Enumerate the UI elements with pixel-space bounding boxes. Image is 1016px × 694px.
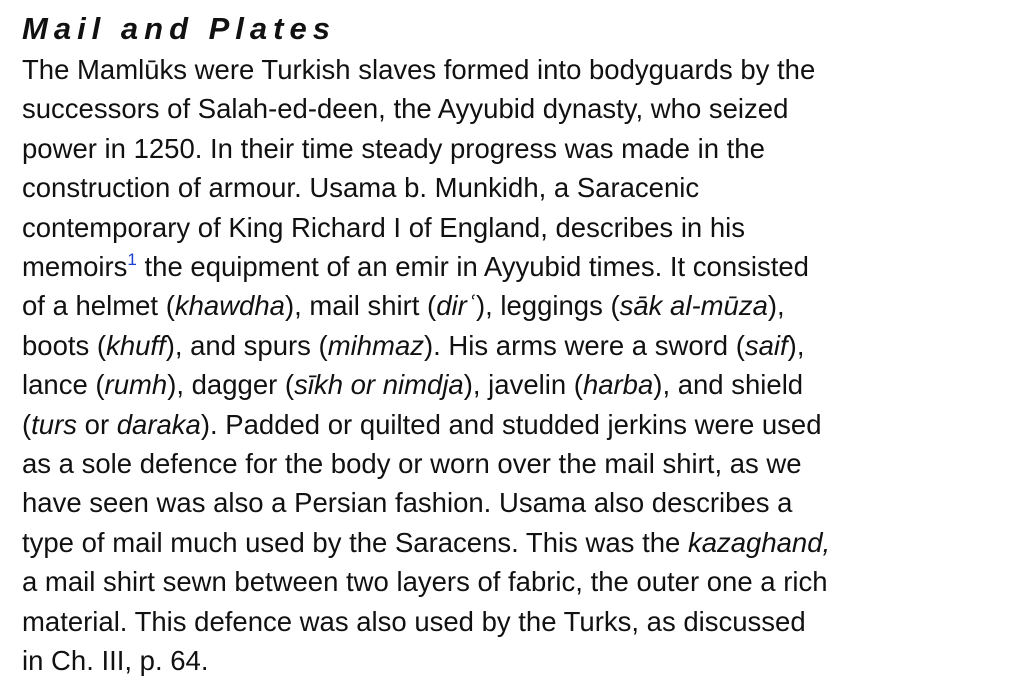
text-run: have seen was also a Persian fashion. Usama also describes a [22, 487, 793, 519]
text-line [22, 286, 1012, 325]
text-line [22, 326, 1012, 365]
text-line [22, 208, 1012, 247]
text-line [22, 365, 1012, 404]
section-heading: Mail and Plates [22, 11, 336, 46]
text-run: The Mamlūks were Turkish slaves formed into bodyguards by the [22, 54, 816, 85]
text-run: ). Padded or quilted and studded jerkins were used [200, 408, 822, 440]
text-line [22, 602, 1012, 641]
text-run: of a helmet ( [22, 290, 175, 322]
text-run: ), dagger ( [167, 369, 295, 401]
text-run: ( [22, 408, 32, 440]
text-line [22, 641, 1012, 680]
italic-term: daraka [116, 408, 201, 440]
italic-term: kazaghand, [687, 526, 831, 558]
text-run: successors of Salah-ed-deen, the Ayyubid dynasty, who seized [22, 93, 789, 125]
italic-term: harba [582, 369, 654, 401]
italic-term: mihmaz [327, 329, 424, 361]
text-run: ), [787, 329, 805, 361]
text-run: ), and shield [653, 369, 804, 401]
text-run: construction of armour. Usama b. Munkidh, a Saracenic [22, 172, 700, 204]
body-paragraph [22, 50, 1012, 681]
italic-term: khawdha [174, 290, 285, 322]
text-run: ), mail shirt ( [284, 290, 437, 322]
document-page [22, 10, 1012, 681]
text-run: or [77, 408, 117, 440]
text-run: a mail shirt sewn between two layers of fabric, the outer one a rich [22, 566, 828, 598]
text-run: boots ( [22, 329, 107, 361]
text-run: ), javelin ( [463, 369, 583, 401]
text-run: ), leggings ( [475, 290, 620, 322]
text-run: as a sole defence for the body or worn over the mail shirt, as we [22, 448, 802, 480]
italic-term: rumh [104, 369, 168, 401]
text-run: type of mail much used by the Saracens. This was the [22, 526, 688, 558]
italic-term: turs [31, 408, 78, 440]
text-line [22, 405, 1012, 444]
italic-term: saif [744, 329, 788, 361]
text-line [22, 168, 1012, 207]
text-line [22, 247, 1012, 286]
text-line [22, 89, 1012, 128]
text-run: ). His arms were a sword ( [423, 329, 745, 361]
text-run: power in 1250. In their time steady progress was made in the [22, 132, 765, 164]
text-run: ), [767, 290, 785, 322]
text-line [22, 444, 1012, 483]
italic-term: sīkh or nimdja [294, 369, 464, 401]
italic-term: sāk al-mūza [619, 290, 768, 322]
text-run: material. This defence was also used by the Turks, as discussed [22, 605, 806, 637]
text-line [22, 50, 1012, 89]
text-run: in Ch. III, p. 64. [22, 645, 209, 677]
text-run: memoirs [22, 251, 128, 283]
text-line [22, 483, 1012, 522]
text-line [22, 523, 1012, 562]
text-run: contemporary of King Richard I of England, describes in his [22, 211, 746, 243]
text-run: ), and spurs ( [165, 329, 328, 361]
italic-term: khuff [106, 329, 166, 361]
text-line [22, 562, 1012, 601]
footnote-reference[interactable]: 1 [127, 250, 137, 270]
italic-term: dirʿ [436, 290, 476, 322]
text-run: the equipment of an emir in Ayyubid times. It consisted [136, 251, 809, 283]
text-line [22, 129, 1012, 168]
text-run: lance ( [22, 369, 105, 401]
